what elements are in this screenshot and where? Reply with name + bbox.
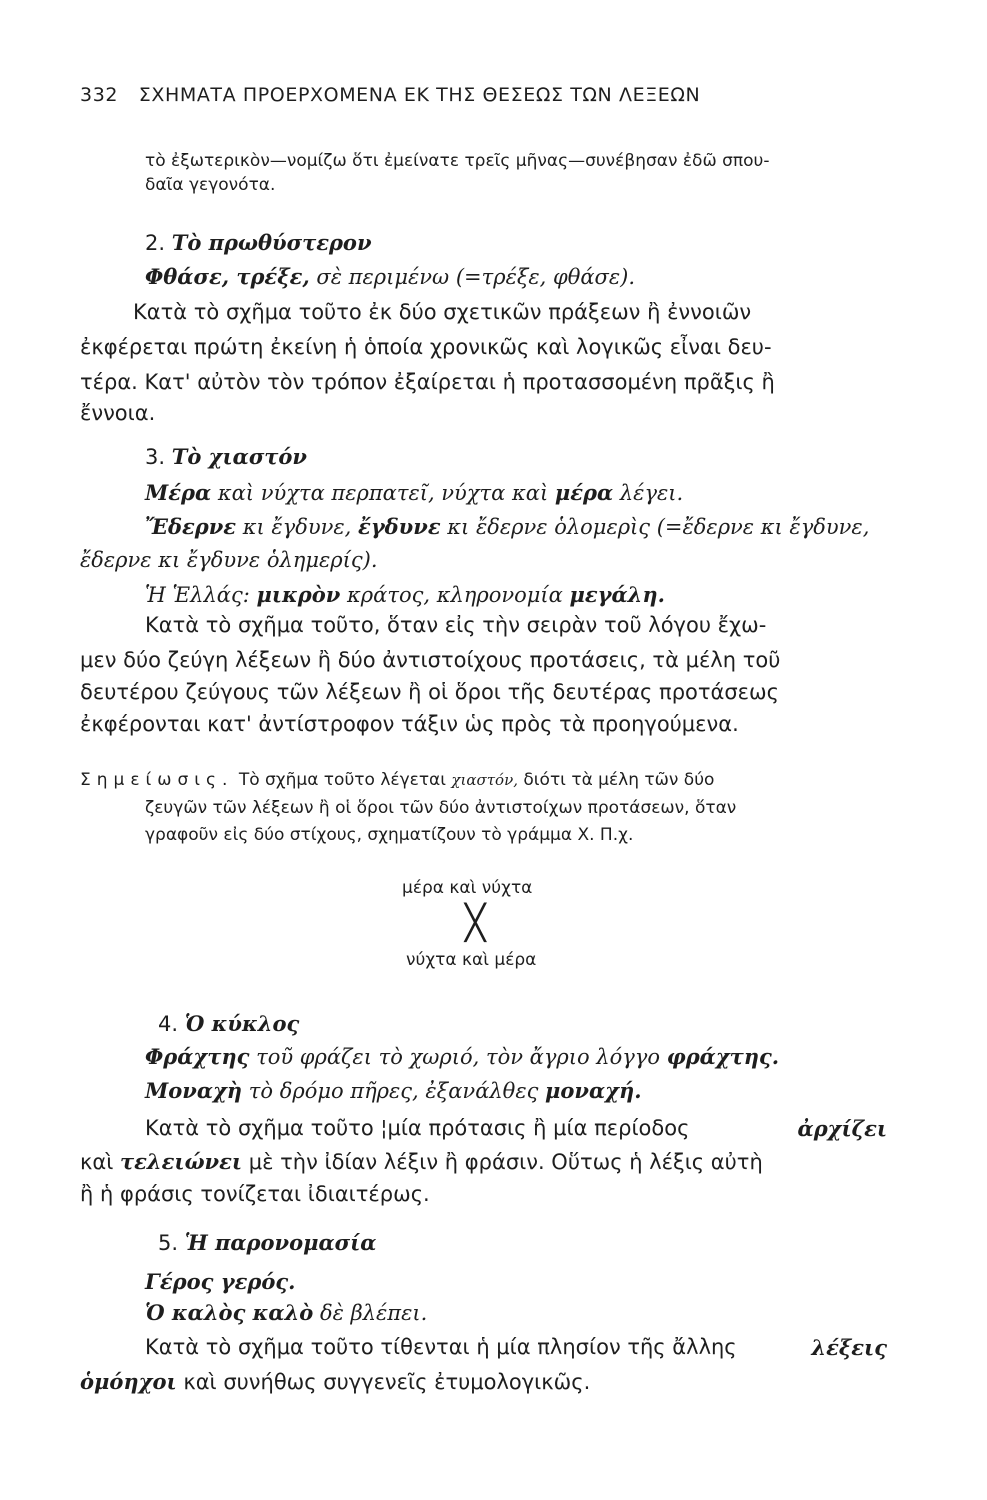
section-3-text-3: δευτέρου ζεύγους τῶν λέξεων ἢ οἱ ὅροι τῆς δευτέρας προτάσεως <box>80 680 779 704</box>
section-5-heading: 5. Ἡ παρονομασία <box>158 1230 377 1255</box>
section-3-text-1: Κατὰ τὸ σχῆμα τοῦτο, ὅταν εἰς τὴν σειρὰν τοῦ λόγου ἔχω- <box>145 613 767 637</box>
section-4-example-2: Μοναχὴ τὸ δρόμο πῆρες, ἐξανάλθες μοναχή. <box>145 1078 642 1103</box>
section-5-text-1: Κατὰ τὸ σχῆμα τοῦτο τίθενται ἡ μία πλησίον τῆς ἄλλης λέξεις <box>145 1335 887 1360</box>
note-line-3: γραφοῦν εἰς δύο στίχους, σχηματίζουν τὸ γράμμα Χ. Π.χ. <box>145 825 634 845</box>
section-2-example: Φθάσε, τρέξε, σὲ περιμένω (=τρέξε, φθάσε). <box>145 264 636 289</box>
section-3-text-2: μεν δύο ζεύγη λέξεων ἢ δύο ἀντιστοίχους προτάσεις, τὰ μέλη τοῦ <box>80 648 781 672</box>
section-3-example-2-cont: ἔδερνε κι ἔγδυνε ὁλημερίς). <box>80 548 378 572</box>
page-number: 332 <box>80 84 119 106</box>
section-4-text-3: ἢ ἡ φράσις τονίζεται ἰδιαιτέρως. <box>80 1182 430 1206</box>
chiasm-cross-icon: ╳ <box>465 903 486 943</box>
section-4-heading: 4. Ὁ κύκλος <box>158 1011 300 1036</box>
running-title: ΣΧΗΜΑΤΑ ΠΡΟΕΡΧΟΜΕΝΑ ΕΚ ΤΗΣ ΘΕΣΕΩΣ ΤΩΝ ΛΕΞΕΩΝ <box>138 84 701 106</box>
section-2-text-1: Κατὰ τὸ σχῆμα τοῦτο ἐκ δύο σχετικῶν πράξεων ἢ ἐννοιῶν <box>133 300 752 324</box>
top-line-1: τὸ ἐξωτερικὸν—νομίζω ὅτι ἐμείνατε τρεῖς μῆνας—συνέβησαν ἐδῶ σπου- <box>145 151 770 171</box>
section-5-text-2: ὁμόηχοι καὶ συνήθως συγγενεῖς ἐτυμολογικῶς. <box>80 1369 591 1394</box>
section-5-example-1: Γέρος γερός. <box>145 1269 296 1294</box>
chiasm-line-2: νύχτα καὶ μέρα <box>406 950 537 970</box>
section-3-example-3: Ἡ Ἑλλάς: μικρὸν κράτος, κληρονομία μεγάλη. <box>145 582 665 607</box>
section-2-heading: 2. Τὸ πρωθύστερον <box>145 230 372 255</box>
section-3-text-4: ἐκφέρονται κατ' ἀντίστροφον τάξιν ὡς πρὸς τὰ προηγούμενα. <box>80 712 739 736</box>
chiasm-line-1: μέρα καὶ νύχτα <box>402 878 533 898</box>
section-4-example-1: Φράχτης τοῦ φράζει τὸ χωριό, τὸν ἄγριο λόγγο φράχτης. <box>145 1044 780 1069</box>
section-2-text-2: ἐκφέρεται πρώτη ἐκείνη ἡ ὁποία χρονικῶς καὶ λογικῶς εἶναι δευ- <box>80 335 772 359</box>
running-header <box>80 86 700 105</box>
note-label: Σημείωσις. <box>80 770 234 790</box>
top-line-2: δαῖα γεγονότα. <box>145 175 276 195</box>
section-5-example-2: Ὁ καλὸς καλὸ δὲ βλέπει. <box>145 1300 428 1325</box>
section-4-text-1: Κατὰ τὸ σχῆμα τοῦτο ¦μία πρότασις ἢ μία περίοδος ἀρχίζει <box>145 1116 887 1141</box>
section-3-heading: 3. Τὸ χιαστόν <box>145 444 308 469</box>
section-3-example-1: Μέρα καὶ νύχτα περπατεῖ, νύχτα καὶ μέρα λέγει. <box>145 480 684 505</box>
note-line-2: ζευγῶν τῶν λέξεων ἢ οἱ ὅροι τῶν δύο ἀντιστοίχων προτάσεων, ὅταν <box>145 798 737 818</box>
section-2-text-3: τέρα. Κατ' αὐτὸν τὸν τρόπον ἐξαίρεται ἡ προτασσομένη πρᾶξις ἢ <box>80 370 775 394</box>
section-3-example-2: Ἔδερνε κι ἔγδυνε, ἔγδυνε κι ἔδερνε ὁλομερὶς (=ἔδερνε κι ἔγδυνε, <box>145 514 870 539</box>
section-4-text-2: καὶ τελειώνει μὲ τὴν ἰδίαν λέξιν ἢ φράσιν. Οὕτως ἡ λέξις αὐτὴ <box>80 1149 763 1174</box>
section-2-text-4: ἔννοια. <box>80 401 156 425</box>
note-line-1: Σημείωσις. Τὸ σχῆμα τοῦτο λέγεται χιαστόν, διότι τὰ μέλη τῶν δύο <box>80 770 715 790</box>
